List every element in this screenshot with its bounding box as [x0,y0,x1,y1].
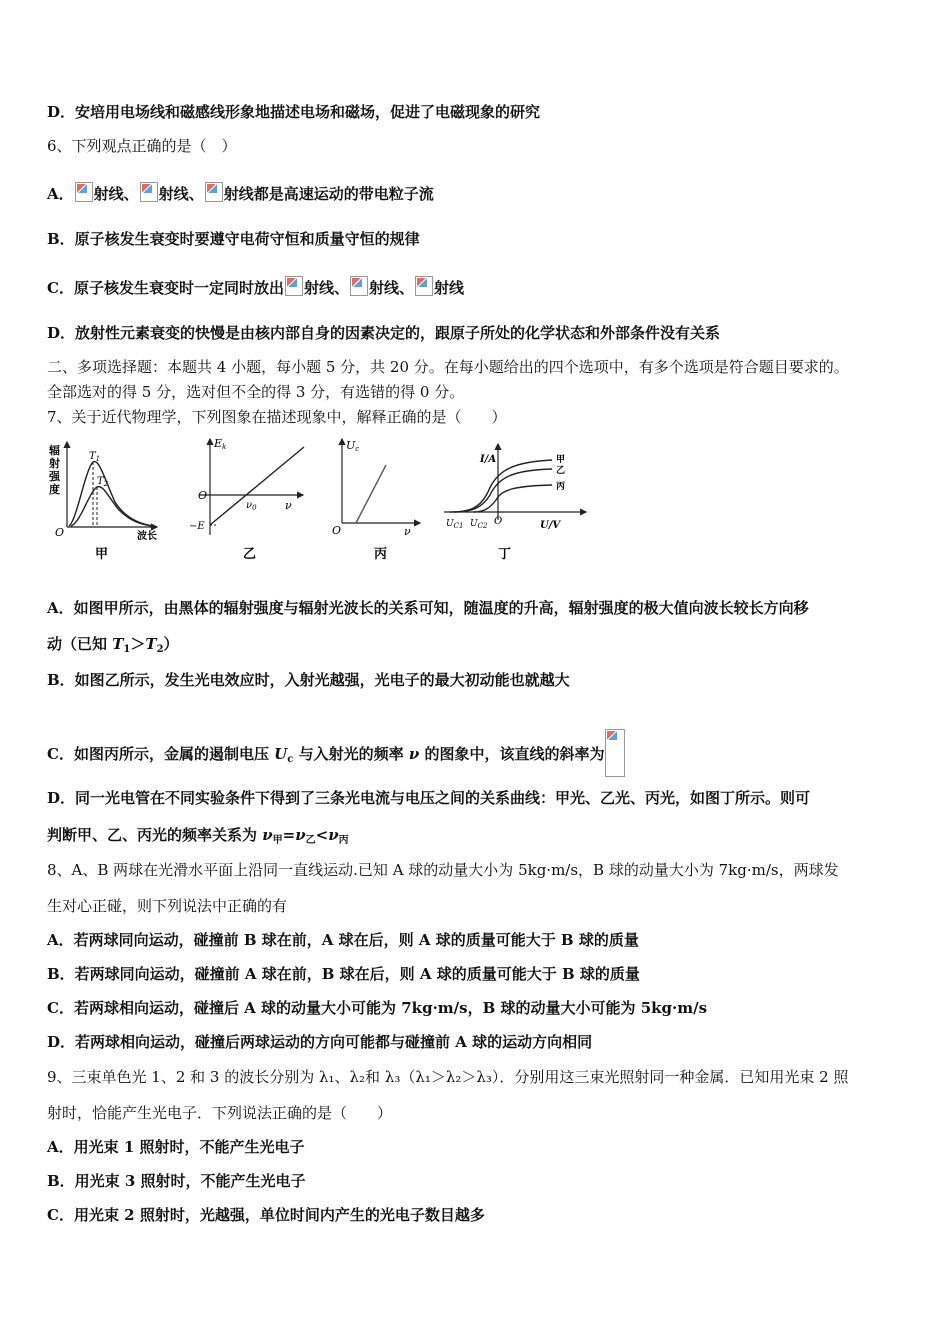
q6-option-d: D．放射性元素衰变的快慢是由核内部自身的因素决定的，跟原子所处的化学状态和外部条件没有关系 [47,324,721,342]
svg-text:O: O [55,526,65,539]
figure-jia-blackbody [45,440,170,565]
q8-option-b: B．若两球同向运动，碰撞前 A 球在前，B 球在后，则 A 球的质量可能大于 B 球的质量 [47,965,640,983]
figure-yi-photoelectric-ek [188,435,313,565]
svg-text:丙: 丙 [556,482,566,492]
svg-text:U/V: U/V [540,520,561,531]
section2-instructions-line2: 全部选对的得 5 分，选对但不全的得 3 分，有选错的得 0 分。 [47,383,465,401]
svg-text:UC2: $U_{C2}$ [470,519,488,530]
svg-text:T2: $T_2$ [97,476,109,488]
q8-option-c: C．若两球相向运动，碰撞后 A 球的动量大小可能为 7kg·m/s，B 球的动量大小可能为 5kg·m/s [47,999,708,1017]
svg-text:甲: 甲 [556,455,566,465]
q7-stem: 7、关于近代物理学，下列图象在描述现象中，解释正确的是（ ） [47,408,507,426]
svg-text:波长: 波长 [137,531,157,542]
curve-t2 [71,487,153,526]
svg-text:T1: $T_1$ [89,451,101,463]
q9-stem-line2: 射时，恰能产生光电子．下列说法正确的是（ ） [47,1104,393,1122]
svg-text:O: O [198,489,208,502]
svg-text:UC1: $U_{C1}$ [446,519,464,530]
gamma-symbol-image [415,276,433,296]
svg-text:射: 射 [49,457,60,470]
svg-text:I/A: I/A [480,454,497,465]
q9-option-c: C．用光束 2 照射时，光越强，单位时间内产生的光电子数目越多 [47,1206,485,1224]
beta-symbol-image [140,182,158,202]
svg-text:Uc: Uc [346,439,360,453]
svg-text:O: O [332,524,342,537]
svg-text:−E: −E [189,521,205,532]
svg-text:甲: 甲 [95,547,109,562]
svg-text:ν: ν [404,525,411,538]
q7-option-d-line2: 判断甲、乙、丙光的频率关系为 $\nu_甲=\nu_乙<\nu_丙$ [47,826,349,846]
svg-text:O: O [494,516,503,527]
ek-line [210,447,304,525]
svg-text:强: 强 [49,470,60,483]
curve-t1 [69,462,153,526]
gamma-symbol-image [205,182,223,202]
q8-option-a: A．若两球同向运动，碰撞前 B 球在前，A 球在后，则 A 球的质量可能大于 B 球的质量 [47,931,639,949]
q7-option-b: B．如图乙所示，发生光电效应时，入射光越强，光电子的最大初动能也就越大 [47,671,570,689]
uc-line [356,465,386,523]
q7-option-a-line2: 动（已知 $T_1>T_2$） [47,635,179,655]
q9-option-b: B．用光束 3 照射时，不能产生光电子 [47,1172,306,1190]
q6-stem: 6、下列观点正确的是（ ） [47,137,237,155]
svg-text:ν: ν [285,499,292,512]
q6-option-b: B．原子核发生衰变时要遵守电荷守恒和质量守恒的规律 [47,230,420,248]
svg-text:乙: 乙 [243,547,257,562]
q7-option-a-line1: A．如图甲所示，由黑体的辐射强度与辐射光波长的关系可知，随温度的升高，辐射强度的极大值向波长较长方向移 [47,599,809,617]
svg-text:丁: 丁 [498,547,512,562]
alpha-symbol-image [285,276,303,296]
beta-symbol-image [350,276,368,296]
q8-stem-line1: 8、A、B 两球在光滑水平面上沿同一直线运动.已知 A 球的动量大小为 5kg·m/s，B 球的动量大小为 7kg·m/s，两球发 [47,861,839,879]
q6-option-c: C．原子核发生衰变时一定同时放出 射线、 射线、 射线 [47,276,464,298]
svg-text:乙: 乙 [556,466,566,476]
alpha-symbol-image [75,182,93,202]
q9-stem-line1: 9、三束单色光 1、2 和 3 的波长分别为 λ₁、λ₂和 λ₃（λ₁＞λ₂＞λ₃）．分别用这三束光照射同一种金属．已知用光束 2 照 [47,1068,849,1086]
svg-text:度: 度 [49,483,60,496]
q8-option-d: D．若两球相向运动，碰撞后两球运动的方向可能都与碰撞前 A 球的运动方向相同 [47,1033,593,1051]
figure-bing-stopping-voltage [330,435,425,565]
svg-text:辐: 辐 [49,444,60,457]
svg-text:丙: 丙 [374,547,388,562]
q5-option-d: D．安培用电场线和磁感线形象地描述电场和磁场，促进了电磁现象的研究 [47,103,541,121]
slope-formula-image [605,729,625,777]
q6-option-a: A． 射线、 射线、 射线都是高速运动的带电粒子流 [47,182,434,204]
svg-text:ν0: $\nu_0$ [246,500,257,512]
figure-ding-iv-curves [440,440,590,565]
section2-instructions-line1: 二、多项选择题：本题共 4 小题，每小题 5 分，共 20 分。在每小题给出的四个选项中，有多个选项是符合题目要求的。 [47,358,849,376]
q7-option-c: C．如图丙所示，金属的遏制电压 $U_c$ 与入射光的频率 ν 的图象中，该直线的斜率为 [47,729,626,777]
curve-bing [474,485,552,512]
curve-yi [454,469,552,512]
q7-option-d-line1: D．同一光电管在不同实验条件下得到了三条光电流与电压之间的关系曲线：甲光、乙光、丙光，如图丁所示。则可 [47,789,811,807]
q9-option-a: A．用光束 1 照射时，不能产生光电子 [47,1138,305,1156]
svg-text:Ek: Ek [214,437,227,451]
q8-stem-line2: 生对心正碰，则下列说法中正确的有 [47,897,288,915]
